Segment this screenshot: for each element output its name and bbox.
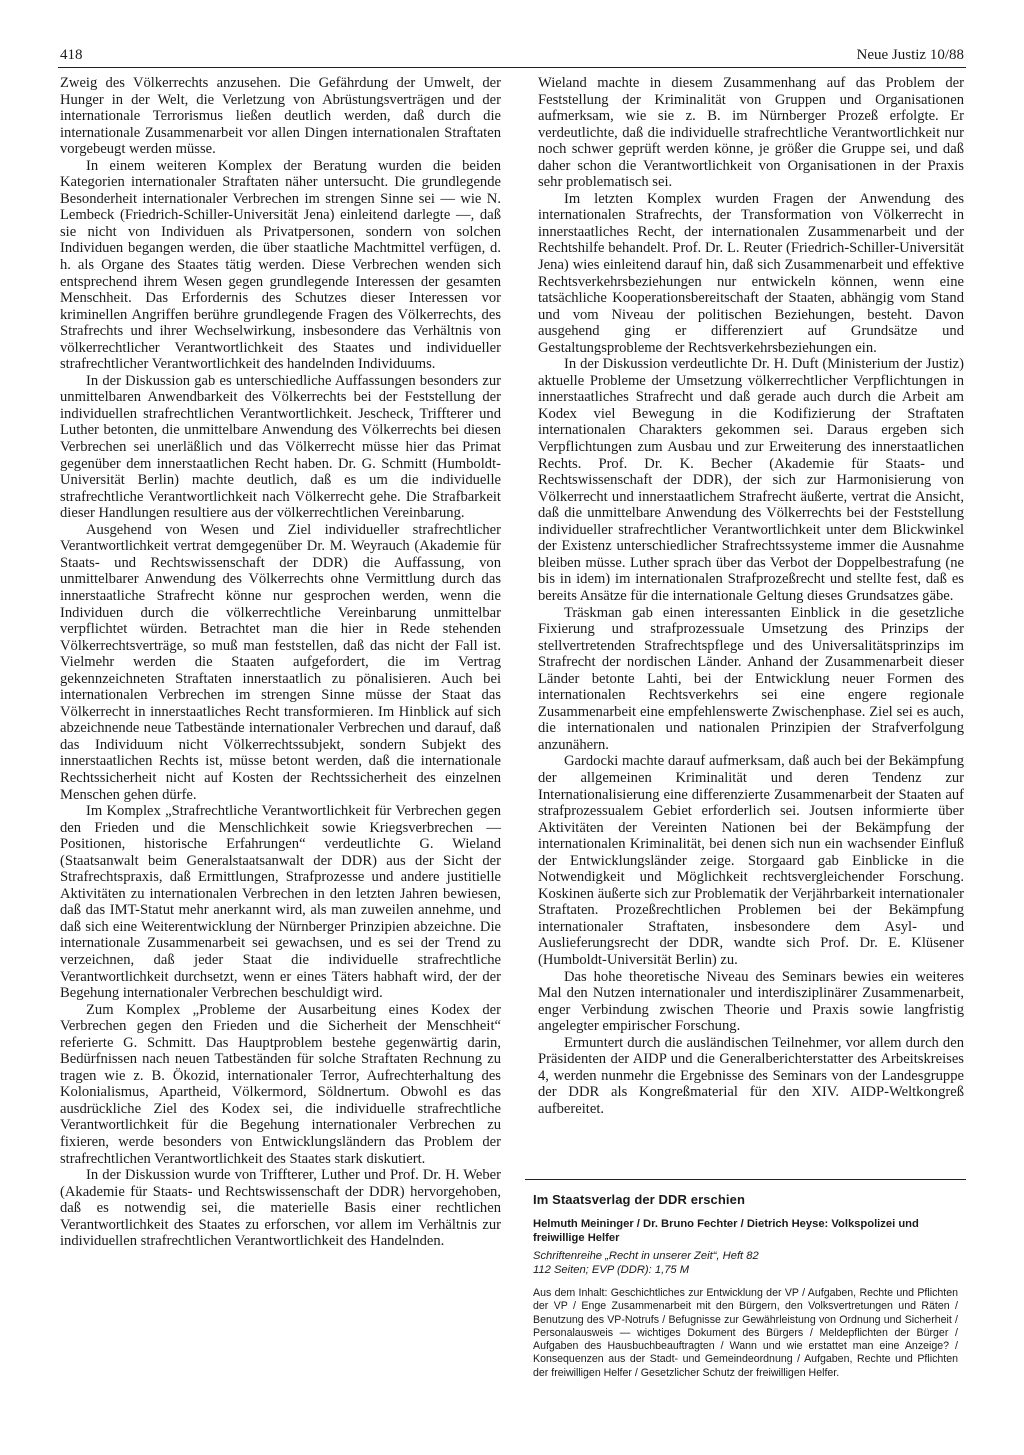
- paragraph: Im letzten Komplex wurden Fragen der Anwendung des internationalen Strafrechts, der Transformation von Völkerrecht in innerstaatliches Recht, der internationalen Zusammenarbeit und der Rechtshilfe behandelt. Prof. Dr. L. Reuter (Friedrich-Schiller-Universität Jena) wies einleitend darauf hin, daß sich Zusammenarbeit und effektive Rechtsverkehrsbeziehungen nur entwickeln können, wenn eine tatsächliche Kooperationsbereitschaft der Staaten, abhängig vom Stand und vom Niveau der politischen Beziehungen, besteht. Davon ausgehend ging er differenziert auf Grundsätze und Gestaltungsprobleme der Rechtsverkehrsbeziehungen ein.: [538, 190, 964, 356]
- paragraph: Träskman gab einen interessanten Einblick in die gesetzliche Fixierung und strafprozessuale Umsetzung des Prinzips der stellvertretenden Strafrechtspflege und des Universalitätsprinzips im Strafrecht der nordischen Länder. Anhand der Zusammenarbeit dieser Länder betonte Lahti, bei der Entwicklung neuer Formen des internationalen Rechtsverkehrs sei eine engere regionale Zusammenarbeit eine empfehlenswerte Zwischenphase. Ziel sei es auch, die internationalen und nationalen Prinzipien der Strafverfolgung anzunähern.: [538, 604, 964, 753]
- page-number: 418: [60, 47, 83, 63]
- paragraph: Zum Komplex „Probleme der Ausarbeitung eines Kodex der Verbrechen gegen den Frieden und die Sicherheit der Menschheit“ referierte G. Schmitt. Das Hauptproblem bestehe gegenwärtig darin, Bedürfnissen nach neuen Tatbeständen für solche Straftaten Rechnung zu tragen wie z. B. Ökozid, internationaler Terror, Aufrechterhaltung des Kolonialismus, Apartheid, Völkermord, Söldnertum. Obwohl es das ausdrückliche Ziel des Kodex sei, die individuelle strafrechtliche Verantwortlichkeit für die Begehung internationaler Verbrechen zu fixieren, werde besonders von Entwicklungsländern das Problem der strafrechtlichen Verantwortlichkeit des Staates stark diskutiert.: [60, 1001, 501, 1167]
- paragraph: In der Diskussion gab es unterschiedliche Auffassungen besonders zur unmittelbaren Anwendbarkeit des Völkerrechts bei der Feststellung der individuellen strafrechtlichen Verantwortlichkeit. Jescheck, Triffterer und Luther betonten, die unmittelbare Anwendung des Völkerrechts bei diesen Verbrechen sei unerläßlich und das Völkerrecht müsse hier das Primat gegenüber dem innerstaatlichen Recht haben. Dr. G. Schmitt (Humboldt-Universität Berlin) machte deutlich, daß es um die individuelle strafrechtliche Verantwortlichkeit nach Völkerrecht gehe. Die Strafbarkeit dieser Handlungen resultiere aus der völkerrechtlichen Vereinbarung.: [60, 372, 501, 522]
- series-name: Schriftenreihe „Recht in unserer Zeit“, Heft 82: [533, 1250, 759, 1262]
- paragraph: Das hohe theoretische Niveau des Seminars bewies ein weiteres Mal den Nutzen internationaler und interdisziplinärer Zusammenarbeit, enger Verbindung zwischen Theorie und Praxis sowie langfristig angelegter empirischer Forschung.: [538, 968, 964, 1035]
- right-column: [538, 75, 964, 1117]
- left-column: [60, 75, 501, 1250]
- header-rule: [58, 67, 966, 68]
- paragraph: Im Komplex „Strafrechtliche Verantwortlichkeit für Verbrechen gegen den Frieden und die Menschlichkeit sowie Kriegsverbrechen — Positionen, historische Erfahrungen“ verdeutlichte G. Wieland (Staatsanwalt beim Generalstaatsanwalt der DDR) aus der Sicht der Strafrechtspraxis, daß Ermittlungen, Strafprozesse und andere justitielle Aktivitäten zu internationalen Verbrechen in den letzten Jahren bewiesen, daß das IMT-Statut mehr anerkannt wird, als man zuweilen annehme, und daß sich eine Weiterentwicklung der Nürnberger Prinzipien abzeichne. Die internationale Zusammenarbeit sei gewachsen, und es sei der Trend zu verzeichnen, daß jeder Staat die individuelle strafrechtliche Verantwortlichkeit durchsetzt, wenn er eines Täters habhaft wird, der der Begehung internationaler Verbrechen beschuldigt wird.: [60, 803, 501, 1002]
- book-contents: Aus dem Inhalt: Geschichtliches zur Entwicklung der VP / Aufgaben, Rechte und Pflichten der VP / Enge Zusammenarbeit mit den Bürgern, den Volksvertretungen und Räten / Benutzung des VP-Notrufs / Befugnisse zur Gewährleistung von Ordnung und Sicherheit / Personalausweis — wichtiges Dokument des Bürgers / Meldepflichten der Bürger / Aufgaben des Hausbuchbeauftragten / Wann und wie erstattet man eine Anzeige? / Konsequenzen aus der Stadt- und Gemeindeordnung / Aufgaben, Rechte und Pflichten der freiwilligen Helfer / Gesetzlicher Schutz der freiwilligen Helfer.: [533, 1287, 958, 1379]
- book-authors-title: Helmuth Meininger / Dr. Bruno Fechter / Dietrich Heyse: Volkspolizei und freiwillige Helfer: [533, 1218, 919, 1244]
- paragraph: Wieland machte in diesem Zusammenhang auf das Problem der Feststellung der Kriminalität von Gruppen und Organisationen aufmerksam, wie sie z. B. im Nürnberger Prozeß erfolgte. Er verdeutlichte, daß die individuelle strafrechtliche Verantwortlichkeit nur noch schwer geprüft werden könne, je größer die Gruppe sei, und daß daher schon die Verantwortlichkeit von Organisationen in der Praxis sehr problematisch sei.: [538, 75, 964, 191]
- paragraph: In einem weiteren Komplex der Beratung wurden die beiden Kategorien internationaler Straftaten näher untersucht. Die grundlegende Besonderheit internationaler Verbrechen im strengen Sinne sei — wie N. Lembeck (Friedrich-Schiller-Universität Jena) einleitend darlegte —, daß sie nicht von Individuen als Privatpersonen, sondern von solchen Individuen begangen werden, die über staatliche Machtmittel verfügen, d. h. als Organe des Staates tätig werden. Diese Verbrechen wenden sich entsprechend ihrem Wesen gegen grundlegende Interessen der gesamten Menschheit. Das Erfordernis des Schutzes dieser Interessen vor kriminellen Angriffen berühre grundlegende Fragen des Völkerrechts, des Strafrechts und ihrer Wechselwirkung, insbesondere das Verhältnis von völkerrechtlicher Verantwortlichkeit des Staates und individueller strafrechtlicher Verantwortlichkeit des handelnden Individuums.: [60, 157, 501, 373]
- paragraph: Ausgehend von Wesen und Ziel individueller strafrechtlicher Verantwortlichkeit vertrat demgegenüber Dr. M. Weyrauch (Akademie für Staats- und Rechtswissenschaft der DDR) die Auffassung, von unmittelbarer Anwendung des Völkerrechts ohne Vermittlung durch das innerstaatliche Strafrecht könne nur gesprochen werden, wenn die Individuen durch die völkerrechtliche Vereinbarung unmittelbar verpflichtet würden. Betrachtet man die hier in Rede stehenden Völkerrechtsverträge, so muß man feststellen, daß das nicht der Fall ist. Vielmehr werden die Staaten aufgefordert, die im Vertrag gekennzeichneten Straftaten innerstaatlich zu pönalisieren. Auch bei internationalen Verbrechen im strengen Sinne müsse der Staat das Völkerrecht in innerstaatliches Recht transformieren. Im Hinblick auf sich abzeichnende neue Tatbestände internationaler Verbrechen und darauf, daß das Individuum nicht Völkerrechtssubjekt, sondern Subjekt des innerstaatlichen Rechts ist, müsse betont werden, daß die internationale Rechtssicherheit nicht auf Kosten der Rechtssicherheit des einzelnen Menschen gehen dürfe.: [60, 521, 501, 803]
- book-details: 112 Seiten; EVP (DDR): 1,75 M: [533, 1264, 690, 1276]
- paragraph: Zweig des Völkerrechts anzusehen. Die Gefährdung der Umwelt, der Hunger in der Welt, die Verletzung von Abrüstungsverträgen und der internationale Terrorismus ließen deutlich werden, daß durch die internationale Zusammenarbeit vor allen Dingen internationalen Straftaten vorgebeugt werden müsse.: [60, 75, 501, 158]
- journal-issue: Neue Justiz 10/88: [856, 47, 964, 63]
- paragraph: Gardocki machte darauf aufmerksam, daß auch bei der Bekämpfung der allgemeinen Kriminalität und deren Tendenz zur Internationalisierung eine differenzierte Zusammenarbeit der Staaten auf strafprozessualem Gebiet erforderlich sei. Joutsen informierte über Aktivitäten der Vereinten Nationen bei der Bekämpfung der internationalen Kriminalität, bei denen sich nun ein wachsender Einfluß der Entwicklungsländer zeige. Storgaard gab Einblicke in die Notwendigkeit und Möglichkeit rechtsvergleichender Forschung. Koskinen äußerte sich zur Problematik der Verjährbarkeit internationaler Straftaten. Prozeßrechtlichen Problemen bei der Bekämpfung internationaler Straftaten, insbesondere dem Asyl- und Auslieferungsrecht der DDR, wandte sich Prof. Dr. E. Klüsener (Humboldt-Universität Berlin) zu.: [538, 753, 964, 968]
- paragraph: In der Diskussion verdeutlichte Dr. H. Duft (Ministerium der Justiz) aktuelle Probleme der Umsetzung völkerrechtlicher Verpflichtungen in innerstaatliches Strafrecht und daß gerade auch durch die Arbeit am Kodex viel Bewegung in die Kodifizierung der Straftaten internationalen Charakters gekommen sei. Daraus ergeben sich Verpflichtungen zum Ausbau und zur Erweiterung des innerstaatlichen Rechts. Prof. Dr. K. Becher (Akademie für Staats- und Rechtswissenschaft der DDR), der sich zur Harmonisierung von Völkerrecht und innerstaatlichem Strafrecht äußerte, vertrat die Ansicht, daß die unmittelbare Anwendung des Völkerrechts bei der Feststellung individueller strafrechtlicher Verantwortlichkeit unter dem Blickwinkel der Existenz unterschiedlicher Strafrechtssysteme immer die Ausnahme bleiben müsse. Luther sprach über das Verbot der Doppelbestrafung (ne bis in idem) im internationalen Strafprozeßrecht und stellte fest, daß es bereits Ansätze für die internationale Geltung dieses Grundsatzes gäbe.: [538, 356, 964, 604]
- publisher-announcement: [525, 1179, 966, 1380]
- book-series: [533, 1249, 958, 1277]
- announcement-title: Im Staatsverlag der DDR erschien: [533, 1192, 746, 1207]
- paragraph: Ermuntert durch die ausländischen Teilnehmer, vor allem durch den Präsidenten der AIDP und die Generalberichterstatter des Arbeitskreises 4, werden nunmehr die Ergebnisse des Seminars von der Landesgruppe der DDR als Kongreßmaterial für den XIV. AIDP-Weltkongreß aufbereitet.: [538, 1034, 964, 1117]
- paragraph: In der Diskussion wurde von Triffterer, Luther und Prof. Dr. H. Weber (Akademie für Staats- und Rechtswissenschaft der DDR) hervorgehoben, daß es notwendig sei, die materielle Basis einer rechtlichen Verantwortlichkeit des Staates zu erforschen, vor allem im Verhältnis zur individuellen strafrechtlichen Verantwortlichkeit des Handelnden.: [60, 1167, 501, 1250]
